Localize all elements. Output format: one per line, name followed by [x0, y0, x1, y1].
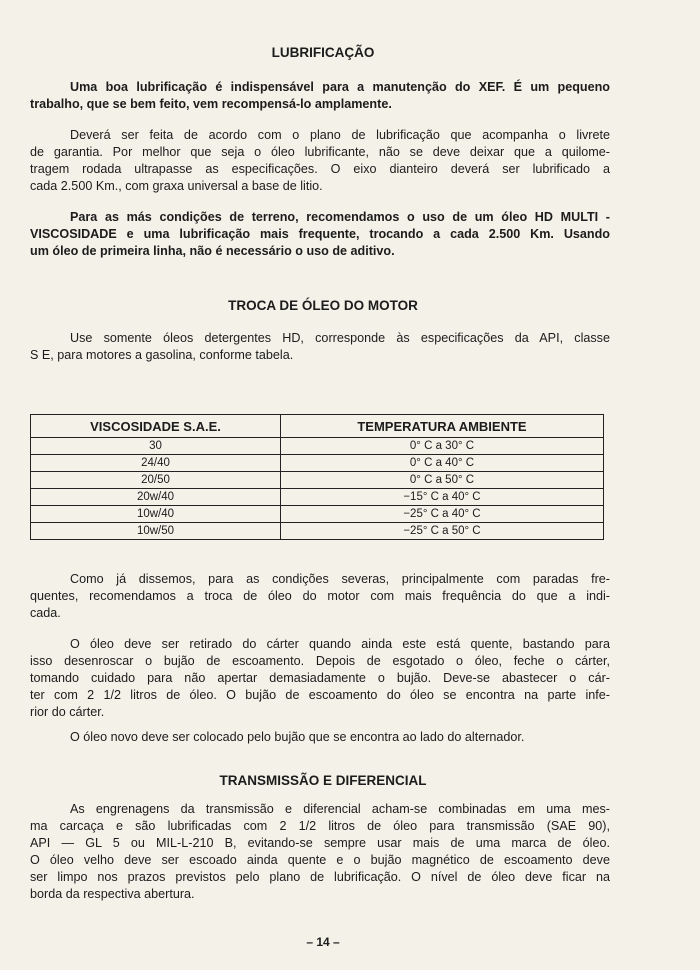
section-title: LUBRIFICAÇÃO — [271, 45, 375, 60]
temperature-cell: 0° C a 40° C — [280, 455, 603, 472]
table-row — [31, 489, 604, 506]
paragraph-line: borda da respectiva abertura. — [30, 887, 195, 901]
section-heading: TRANSMISSÃO E DIFERENCIAL — [219, 773, 427, 788]
paragraph-line: isso desenroscar o bujão de escoamento. Depois de esgotado o óleo, feche o cárter, — [30, 654, 610, 668]
paragraph-line: As engrenagens da transmissão e diferencial acham-se combinadas em uma mes- — [70, 802, 610, 816]
table-row — [31, 523, 604, 540]
table-row — [31, 455, 604, 472]
viscosity-cell: 10w/50 — [31, 523, 281, 540]
paragraph-line: tragem rodada ultrapasse as especificações. O eixo dianteiro deverá ser lubrificado a — [30, 162, 610, 176]
paragraph-line: de garantia. Por melhor que seja o óleo lubrificante, não se deve deixar que a quilome- — [30, 145, 610, 159]
table-row — [31, 506, 604, 523]
paragraph-line: Como já dissemos, para as condições severas, principalmente com paradas fre- — [70, 572, 610, 586]
temperature-cell: 0° C a 30° C — [280, 438, 603, 455]
viscosity-cell: 24/40 — [31, 455, 281, 472]
paragraph-line: Uma boa lubrificação é indispensável para a manutenção do XEF. É um pequeno — [70, 80, 610, 94]
table-row — [31, 472, 604, 489]
paragraph-line: tomando cuidado para não apertar demasiadamente o bujão. Deve-se abastecer o cár- — [30, 671, 610, 685]
temperature-cell: 0° C a 50° C — [280, 472, 603, 489]
paragraph-line: Para as más condições de terreno, recomendamos o uso de um óleo HD MULTI - — [70, 210, 610, 224]
paragraph-line: Deverá ser feita de acordo com o plano de lubrificação que acompanha o livrete — [70, 128, 610, 142]
paragraph-line: O óleo deve ser retirado do cárter quando ainda este está quente, bastando para — [70, 637, 610, 651]
paragraph-line: ter com 2 1/2 litros de óleo. O bujão de escoamento do óleo se encontra na parte infe- — [30, 688, 610, 702]
paragraph-line: quentes, recomendamos a troca de óleo do motor com mais frequência do que a indi- — [30, 589, 610, 603]
paragraph-line: VISCOSIDADE e uma lubrificação mais frequente, trocando a cada 2.500 Km. Usando — [30, 227, 610, 241]
paragraph-line: Use somente óleos detergentes HD, corresponde às especificações da API, classe — [70, 331, 610, 345]
paragraph-line: ser limpo nos prazos previstos pelo plano de lubrificação. O nível de óleo deve ficar na — [30, 870, 610, 884]
table-row — [31, 438, 604, 455]
paragraph-line: trabalho, que se bem feito, vem recompensá-lo amplamente. — [30, 97, 392, 111]
viscosity-cell: 10w/40 — [31, 506, 281, 523]
paragraph-line: ma carcaça e são lubrificadas com 2 1/2 litros de óleo para transmissão (SAE 90), — [30, 819, 610, 833]
temperature-cell: −25° C a 50° C — [280, 523, 603, 540]
paragraph-line: cada. — [30, 606, 61, 620]
paragraph-line: O óleo novo deve ser colocado pelo bujão que se encontra ao lado do alternador. — [70, 730, 525, 744]
viscosity-table — [30, 414, 604, 540]
viscosity-cell: 30 — [31, 438, 281, 455]
page-number: – 14 – — [306, 935, 340, 949]
paragraph-line: S E, para motores a gasolina, conforme tabela. — [30, 348, 294, 362]
paragraph-line: API — GL 5 ou MIL-L-210 B, evitando-se sempre usar mais de uma marca de óleo. — [30, 836, 610, 850]
viscosity-cell: 20/50 — [31, 472, 281, 489]
viscosity-cell: 20w/40 — [31, 489, 281, 506]
table-header: TEMPERATURA AMBIENTE — [280, 415, 603, 438]
section-heading: TROCA DE ÓLEO DO MOTOR — [228, 298, 418, 313]
table-header: VISCOSIDADE S.A.E. — [31, 415, 281, 438]
temperature-cell: −15° C a 40° C — [280, 489, 603, 506]
paragraph-line: rior do cárter. — [30, 705, 105, 719]
paragraph-line: O óleo velho deve ser escoado ainda quente e o bujão magnético de escoamento deve — [30, 853, 610, 867]
temperature-cell: −25° C a 40° C — [280, 506, 603, 523]
paragraph-line: cada 2.500 Km., com graxa universal a base de litio. — [30, 179, 323, 193]
paragraph-line: um óleo de primeira linha, não é necessário o uso de aditivo. — [30, 244, 395, 258]
